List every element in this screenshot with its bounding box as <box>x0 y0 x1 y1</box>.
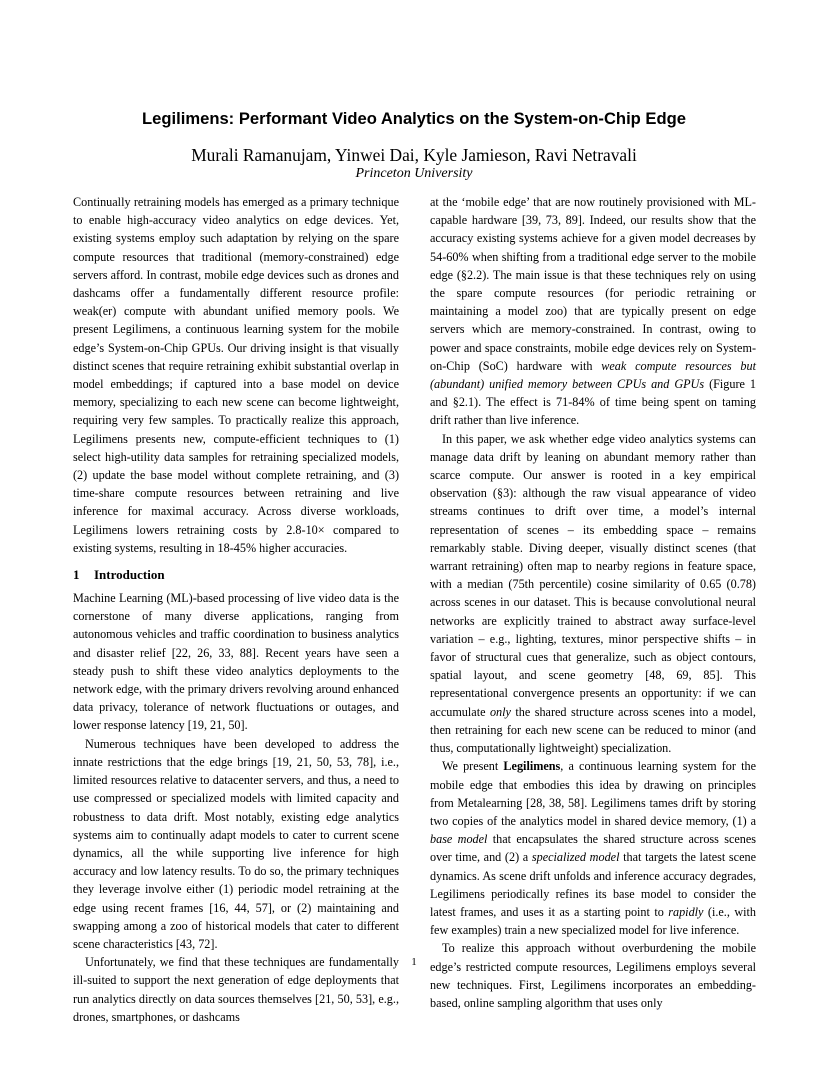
text-run: that encapsulates the shared structure across scenes over time, and (2) a <box>430 832 757 865</box>
intro-paragraph-3-cont <box>430 193 756 430</box>
text-run: at the ‘mobile edge’ that are now routinely provisioned with ML-capable hardware [39, 73, 89]. Indeed, our results show that the accuracy existing systems achieve for a given model decreases by 54-60% when shifting from a traditional edge server to the mobile edge (§2.2). The main issue is that these techniques rely on using the spare compute resources (for periodic retraining or maintaining a model zoo) that are typically present on edge servers which are memory-constrained. In contrast, owing to power and space constraints, mobile edge devices rely on System-on-Chip (SoC) hardware with <box>430 195 756 373</box>
affiliation: Princeton University <box>355 166 473 181</box>
emphasis-text: base model <box>430 832 488 847</box>
emphasis-text: rapidly <box>668 904 704 919</box>
intro-paragraph-2: Numerous techniques have been developed to address the innate restrictions that the edge brings [19, 21, 50, 53, 78], i.e., limited resources relative to datacenter servers, and thus, a need to use compressed or specialized models with limited capacity and robustness to data drift. Most notably, existing edge analytics systems aim to continually adapt models to cater to current scene dynamics, all the while supporting live inference for high accuracy and low latency results. To do so, the primary techniques they leverage involve either (1) periodic model retraining at the edge using recent frames [16, 44, 57], or (2) maintaining and swapping among a zoo of historical models that cater to different scene characteristics [43, 72]. <box>73 736 399 951</box>
text-run: , a continuous learning system for the mobile edge that embodies this idea by drawing on principles from Metalearning [28, 38, 58]. Legilimens tames drift by storing two copies of the analytics model in shared device memory, (1) a <box>430 759 756 828</box>
system-name: Legilimens <box>503 759 561 774</box>
section-number: 1 <box>73 567 80 583</box>
left-column <box>73 193 399 1026</box>
intro-paragraph-6: To realize this approach without overburdening the mobile edge’s restricted compute resources, Legilimens employs several new techniques. First, Legilimens incorporates an embedding-based, online sampling algorithm that uses only <box>430 941 756 1010</box>
text-run: We present <box>442 759 504 774</box>
author-list: Murali Ramanujam, Yinwei Dai, Kyle Jamieson, Ravi Netravali <box>191 145 637 165</box>
paper-title: Legilimens: Performant Video Analytics on the System-on-Chip Edge <box>142 109 686 128</box>
intro-paragraph-3: Unfortunately, we find that these techniques are fundamentally ill-suited to support the next generation of edge deployments that run analytics directly on data sources themselves [21, 50, 53], e.g., drones, smartphones, or dashcams <box>73 955 399 1024</box>
emphasis-text: specialized model <box>531 850 620 865</box>
emphasis-text: only <box>489 704 511 719</box>
text-run: (i.e., with few examples) train a new specialized model for live inference. <box>430 904 756 938</box>
text-run: (Figure 1 and §2.1). The effect is 71-84% of time being spent on taming drift rather than live inference. <box>430 377 756 428</box>
page-number: 1 <box>411 956 417 968</box>
section-title: Introduction <box>94 567 165 583</box>
text-run: that targets the latest scene dynamics. As scene drift unfolds and inference accuracy degrades, Legilimens periodically refines its base model to consider the latest frames, and uses it as a starting point to <box>430 850 756 919</box>
intro-paragraph-1: Machine Learning (ML)-based processing of live video data is the cornerstone of many diverse applications, ranging from autonomous vehicles and traffic coordination to business analytics and disaster relief [22, 26, 33, 88]. Recent years have seen a steady push to shift these video analytics deployments to the network edge, with the primary drivers revolving around enhanced data privacy, tolerance of network fluctuations or outages, and lower response latency [19, 21, 50]. <box>73 591 399 733</box>
text-run: In this paper, we ask whether edge video analytics systems can manage data drift by leaning on abundant memory rather than scarce compute. Our answer is rooted in a key empirical observation (§3): although the raw visual appearance of video streams continues to drift over time, a model’s internal representation of scenes – its embedding space – remains remarkably stable. Diving deeper, visually distinct scenes (that warrant retraining) often map to nearby regions in feature space, with a median (75th percentile) cosine similarity of 0.65 (0.78) across scenes in our dataset. This is because convolutional neural networks are explicitly trained to abstract away surface-level variation – e.g., lighting, textures, minor perspective shifts – in favor of structural cues that generalize, such as object contours, spatial layout, and scene geometry [48, 69, 85]. This representational convergence presents an opportunity: if we can accumulate <box>430 431 756 719</box>
right-column <box>430 193 756 1012</box>
text-run: the shared structure across scenes into a model, then retraining for each new scene can be reduced to minor (and thus, computationally lightweight) specialization. <box>430 704 756 756</box>
intro-paragraph-5 <box>430 757 756 939</box>
abstract-paragraph: Continually retraining models has emerged as a primary technique to enable high-accuracy video analytics on edge devices. Yet, existing systems employ such adaptation by relying on the spare compute resources that traditional (memory-constrained) edge servers afford. In contrast, mobile edge devices such as drones and dashcams offer a fundamentally different resource profile: weak(er) compute with abundant unified memory pools. We present Legilimens, a continuous learning system for the mobile edge’s System-on-Chip GPUs. Our driving insight is that visually distinct scenes that require retraining exhibit substantial overlap in model embeddings; if captured into a base model on device memory, specializing to each new scene can become lightweight, requiring very few samples. To practically realize this approach, Legilimens presents new, compute-efficient techniques to (1) select high-utility data samples for retraining specialized models, (2) update the base model without complete retraining, and (3) time-share compute resources between retraining and live inference for maximal accuracy. Across diverse workloads, Legilimens lowers retraining costs by 2.8-10× compared to existing systems, resulting in 18-45% higher accuracies. <box>73 195 399 555</box>
emphasis-text: weak compute resources but (abundant) unified memory between CPUs and GPUs <box>430 358 756 392</box>
intro-paragraph-4 <box>430 430 756 758</box>
section-heading <box>73 566 399 584</box>
